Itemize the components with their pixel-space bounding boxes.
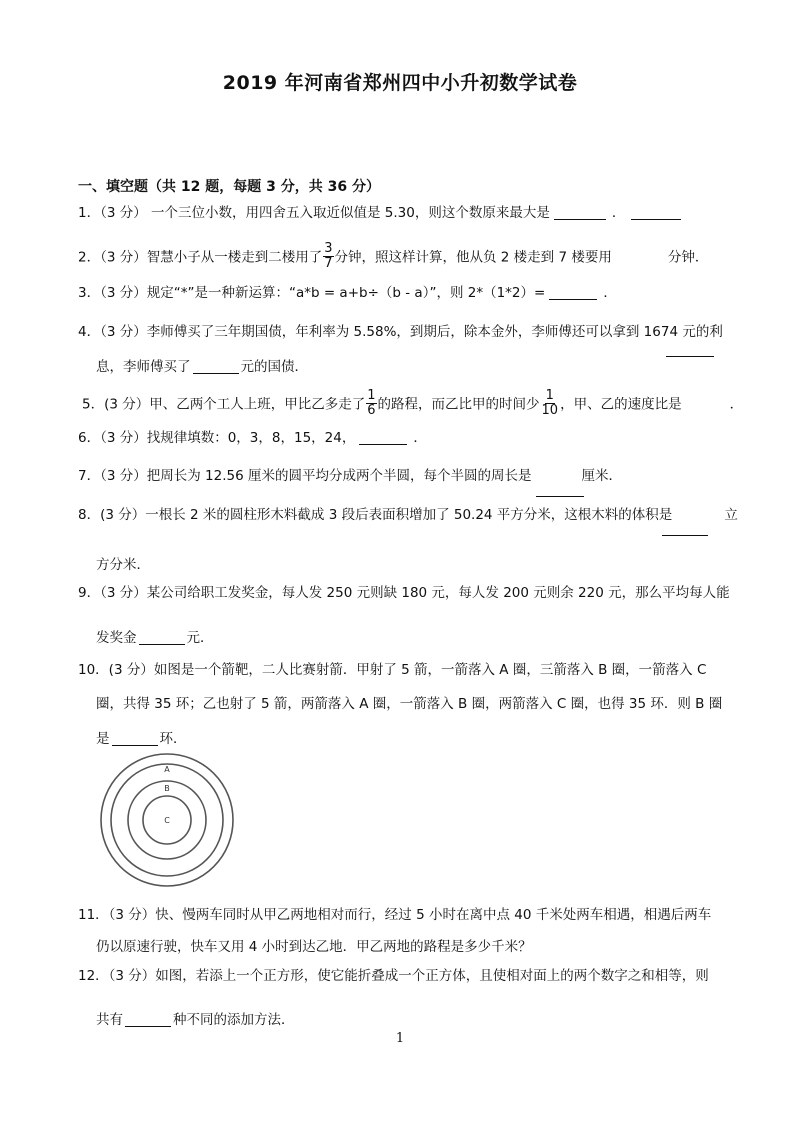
answer-blank[interactable] [536, 482, 584, 497]
answer-blank[interactable] [112, 731, 158, 746]
answer-blank[interactable] [125, 1012, 171, 1027]
answer-blank[interactable] [554, 205, 606, 220]
question-2-text-c: 分钟． [667, 249, 709, 266]
question-9-text-b: 元． [186, 630, 214, 646]
question-11-line-2: 仍以原速行驶，快车又用 4 小时到达乙地．甲乙两地的路程是多少千米？ [96, 939, 532, 955]
q4-extra-line [666, 340, 714, 360]
question-4-line-2 [96, 357, 308, 377]
target-label-a: A [164, 765, 170, 774]
question-5-text-c: ，甲、乙的速度比是 [560, 396, 682, 413]
question-10-line-2: 圈，共得 35 环；乙也射了 5 箭，两箭落入 A 圈，一箭落入 B 圈，两箭落入 C 圈，也得 35 环．则 B 圈 [96, 696, 723, 712]
fraction-numerator: 1 [545, 388, 554, 403]
question-5-text-b: 的路程，而乙比甲的时间少 [377, 396, 540, 413]
question-1 [78, 203, 681, 223]
question-7-text-b: 厘米． [581, 468, 622, 484]
question-9-line-2 [96, 628, 214, 648]
question-4-text-b: 元的国债． [240, 359, 308, 375]
fraction [541, 389, 560, 418]
question-9-line-1: 9．（3 分）某公司给职工发奖金，每人发 250 元则缺 180 元，每人发 200 元则余 220 元，那么平均每人能 [78, 585, 730, 601]
question-7-text-a: 7．（3 分）把周长为 12.56 厘米的圆平均分成两个半圆，每个半圆的周长是 [78, 468, 532, 484]
question-8-end: 立 [724, 507, 738, 523]
fraction-numerator: 1 [367, 388, 376, 403]
q8-extra-line [662, 519, 708, 539]
archery-target-figure [96, 752, 238, 888]
page-number: 1 [395, 1031, 405, 1046]
question-5-end: ． [729, 396, 744, 413]
answer-blank[interactable] [193, 359, 239, 374]
answer-blank[interactable] [139, 630, 185, 645]
fraction [323, 242, 333, 271]
question-2-text-b: 分钟，照这样计算，他从负 2 楼走到 7 楼要用 [334, 249, 612, 266]
question-10-line-1: 10．(3 分）如图是一个箭靶，二人比赛射箭．甲射了 5 箭，一箭落入 A 圈，三箭落入 B 圈，一箭落入 C [78, 662, 707, 678]
question-10-line-3 [96, 729, 187, 749]
answer-blank[interactable] [662, 521, 708, 536]
section-heading: 一、填空题（共 12 题，每题 3 分，共 36 分） [78, 179, 380, 195]
question-5-text-a: 5．(3 分）甲、乙两个工人上班，甲比乙多走了 [82, 396, 366, 413]
question-9-text-a: 发奖金 [96, 630, 137, 646]
exam-title: 2019 年河南省郑州四中小升初数学试卷 [222, 72, 578, 94]
question-10-text-b: 环． [159, 731, 187, 747]
question-1-end: ． [611, 205, 626, 221]
question-4-line-1: 4．（3 分）李师傅买了三年期国债，年利率为 5.58%，到期后，除本金外，李师傅还可以拿到 1674 元的利 [78, 324, 723, 340]
answer-blank[interactable] [631, 205, 681, 220]
question-6-text: 6．（3 分）找规律填数：0，3，8，15，24， [78, 430, 356, 446]
question-12-text-b: 种不同的添加方法． [173, 1012, 295, 1028]
question-2 [78, 243, 708, 272]
fraction-denominator: 10 [541, 403, 559, 418]
fraction-denominator: 6 [367, 403, 376, 418]
question-10-text-a: 是 [96, 731, 110, 747]
question-12-line-2 [96, 1010, 295, 1030]
question-8-line-2: 方分米． [96, 557, 150, 573]
question-2-text-a: 2．（3 分）智慧小子从一楼走到二楼用了 [78, 249, 323, 266]
question-4-text-a: 息，李师傅买了 [96, 359, 191, 375]
target-label-b: B [164, 784, 170, 793]
question-1-text: 1．（3 分） 一个三位小数，用四舍五入取近似值是 5.30，则这个数原来最大是 [78, 205, 550, 221]
answer-blank[interactable] [359, 430, 407, 445]
question-12-line-1: 12．（3 分）如图，若添上一个正方形，使它能折叠成一个正方体，且使相对面上的两个数字之和相等，则 [78, 968, 709, 984]
fraction-numerator: 3 [324, 241, 333, 256]
fraction-denominator: 7 [324, 256, 333, 271]
question-8-text: 8．(3 分）一根长 2 米的圆柱形木料截成 3 段后表面积增加了 50.24 平方分米，这根木料的体积是 [78, 507, 673, 523]
target-label-c: C [164, 816, 170, 825]
question-3 [78, 283, 617, 303]
question-8 [78, 505, 738, 525]
q7-extra-line [536, 480, 584, 500]
answer-blank[interactable] [549, 285, 597, 300]
question-6 [78, 428, 427, 448]
fraction [366, 389, 376, 418]
question-11-line-1: 11．（3 分）快、慢两车同时从甲乙两地相对而行，经过 5 小时在离中点 40 千米处两车相遇，相遇后两车 [78, 907, 712, 923]
question-6-end: ． [413, 430, 427, 446]
question-3-text: 3．（3 分）规定“*”是一种新运算：“a*b = a+b÷（b - a）”，则 2*（1*2）= [78, 285, 546, 301]
question-3-end: ． [603, 285, 617, 301]
question-12-text-a: 共有 [96, 1012, 123, 1028]
answer-blank[interactable] [666, 342, 714, 357]
question-5 [82, 390, 743, 419]
